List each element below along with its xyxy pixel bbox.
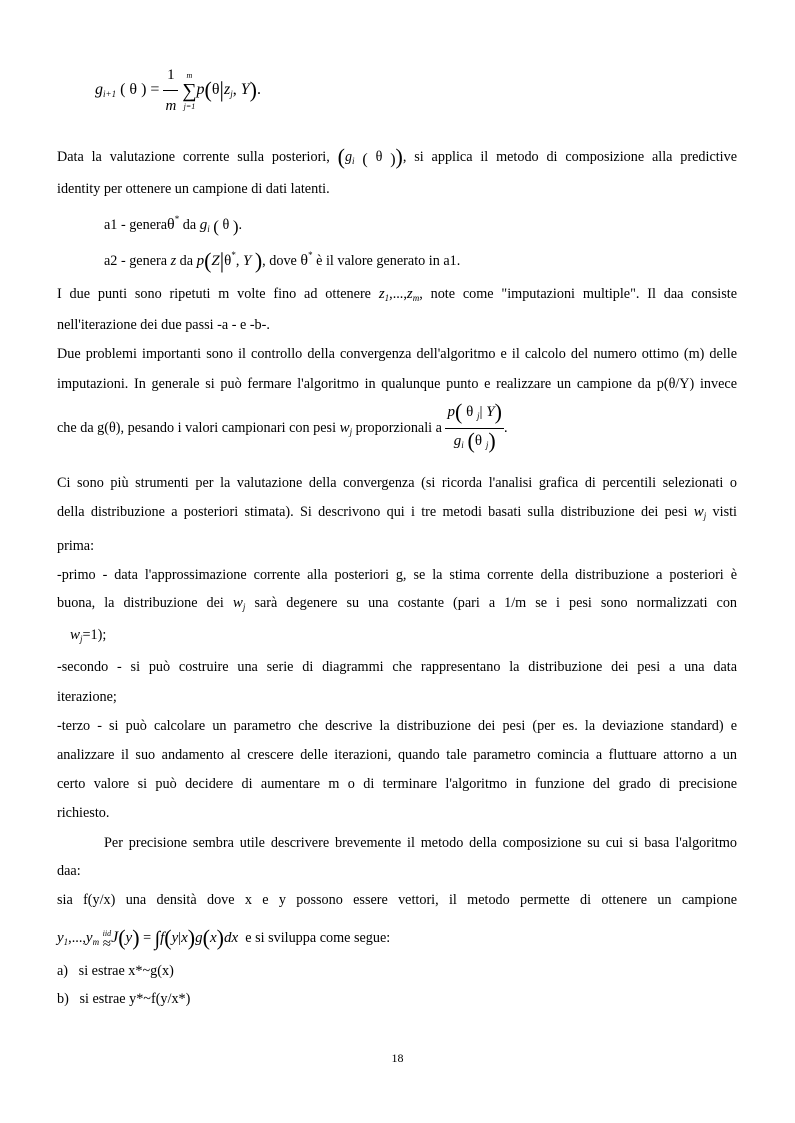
step-a1: a1 - generaθ* da $g_i$ ( θ ). <box>104 214 243 236</box>
step-a2: a2 - genera z da p(Z|θ*, Y ), dove θ* è il valore generato in a1. <box>104 248 461 273</box>
paragraph-line: I due punti sono ripetuti m volte fino ad ottenere $z_1,...,z_m$, note come "imputazioni multiple". Il daa consiste <box>57 286 737 303</box>
item-terzo: certo valore si può decidere di aumentare m o di terminare l'algoritmo in funzione del grado di precisione <box>57 776 737 792</box>
paragraph-line: prima: <box>57 538 95 554</box>
item-terzo: richiesto. <box>57 805 110 821</box>
item-secondo: -secondo - si può costruire una serie di diagrammi che rappresentano la distribuzione dei pesi a una data <box>57 659 737 675</box>
paragraph-line: imputazioni. In generale si può fermare l'algoritmo in qualunque punto e realizzare un campione da p(θ/Y) invece <box>57 376 737 392</box>
formula-g-update: $g_{i+1}$ ( θ ) = $\frac{1}{m}$ m ∑ j=1 $p(\theta|z_j$, Y). <box>95 60 261 121</box>
paragraph-line: Data la valutazione corrente sulla posteriori, ($g_i$ ( θ )), si applica il metodo di composizione alla predictive <box>57 144 738 169</box>
item-terzo: -terzo - si può calcolare un parametro che descrive la distribuzione dei pesi (per es. la deviazione standard) e <box>57 718 737 734</box>
item-terzo: analizzare il suo andamento al crescere delle iterazioni, quando tale parametro comincia a fluttuare attorno a un <box>57 747 737 763</box>
paragraph-line: nell'iterazione dei due passi -a - e -b-. <box>57 317 270 333</box>
page-number: 18 <box>391 1051 404 1065</box>
paragraph-line-weights-fraction: che da g(θ), pesando i valori campionari con pesi $w_j$ proporzionali a $\frac{p( \theta _j| Y)}{g_i (\theta _j)}$ . <box>57 399 508 454</box>
paragraph-line: identity per ottenere un campione di dati latenti. <box>57 181 330 197</box>
paragraph-line: della distribuzione a posteriori stimata). Si descrivono qui i tre metodi basati sulla distribuzione dei pesi $w_j$ visti <box>57 504 737 521</box>
paragraph-line: sia f(y/x) una densità dove x e y possono essere vettori, il metodo permette di ottenere un campione <box>57 892 737 908</box>
item-secondo: iterazione; <box>57 689 117 705</box>
item-primo: buona, la distribuzione dei $w_j$ sarà degenere su una costante (pari a 1/m se i pesi sono normalizzati con <box>57 595 738 612</box>
paragraph-line: Ci sono più strumenti per la valutazione della convergenza (si ricorda l'analisi grafica di percentili selezionati o <box>57 475 737 491</box>
step-b: b) si estrae y*~f(y/x*) <box>57 991 191 1007</box>
paragraph-line: Due problemi importanti sono il controllo della convergenza dell'algoritmo e il calcolo del numero ottimo (m) delle <box>57 346 737 362</box>
step-a: a) si estrae x*~g(x) <box>57 963 174 979</box>
paragraph-line: Per precisione sembra utile descrivere brevemente il metodo della composizione su cui si basa l'algoritmo <box>104 835 737 851</box>
item-primo: -primo - data l'approssimazione corrente alla posteriori g, se la stima corrente della distribuzione a posteriori è <box>57 567 737 583</box>
formula-composition: $y_1,...,y_m$ iid ≈ J(y) = ∫f(y|x)g(x)dx e si sviluppa come segue: <box>57 925 391 952</box>
item-primo: $w_j=1$); <box>70 627 107 644</box>
paragraph-line: daa: <box>57 863 81 879</box>
